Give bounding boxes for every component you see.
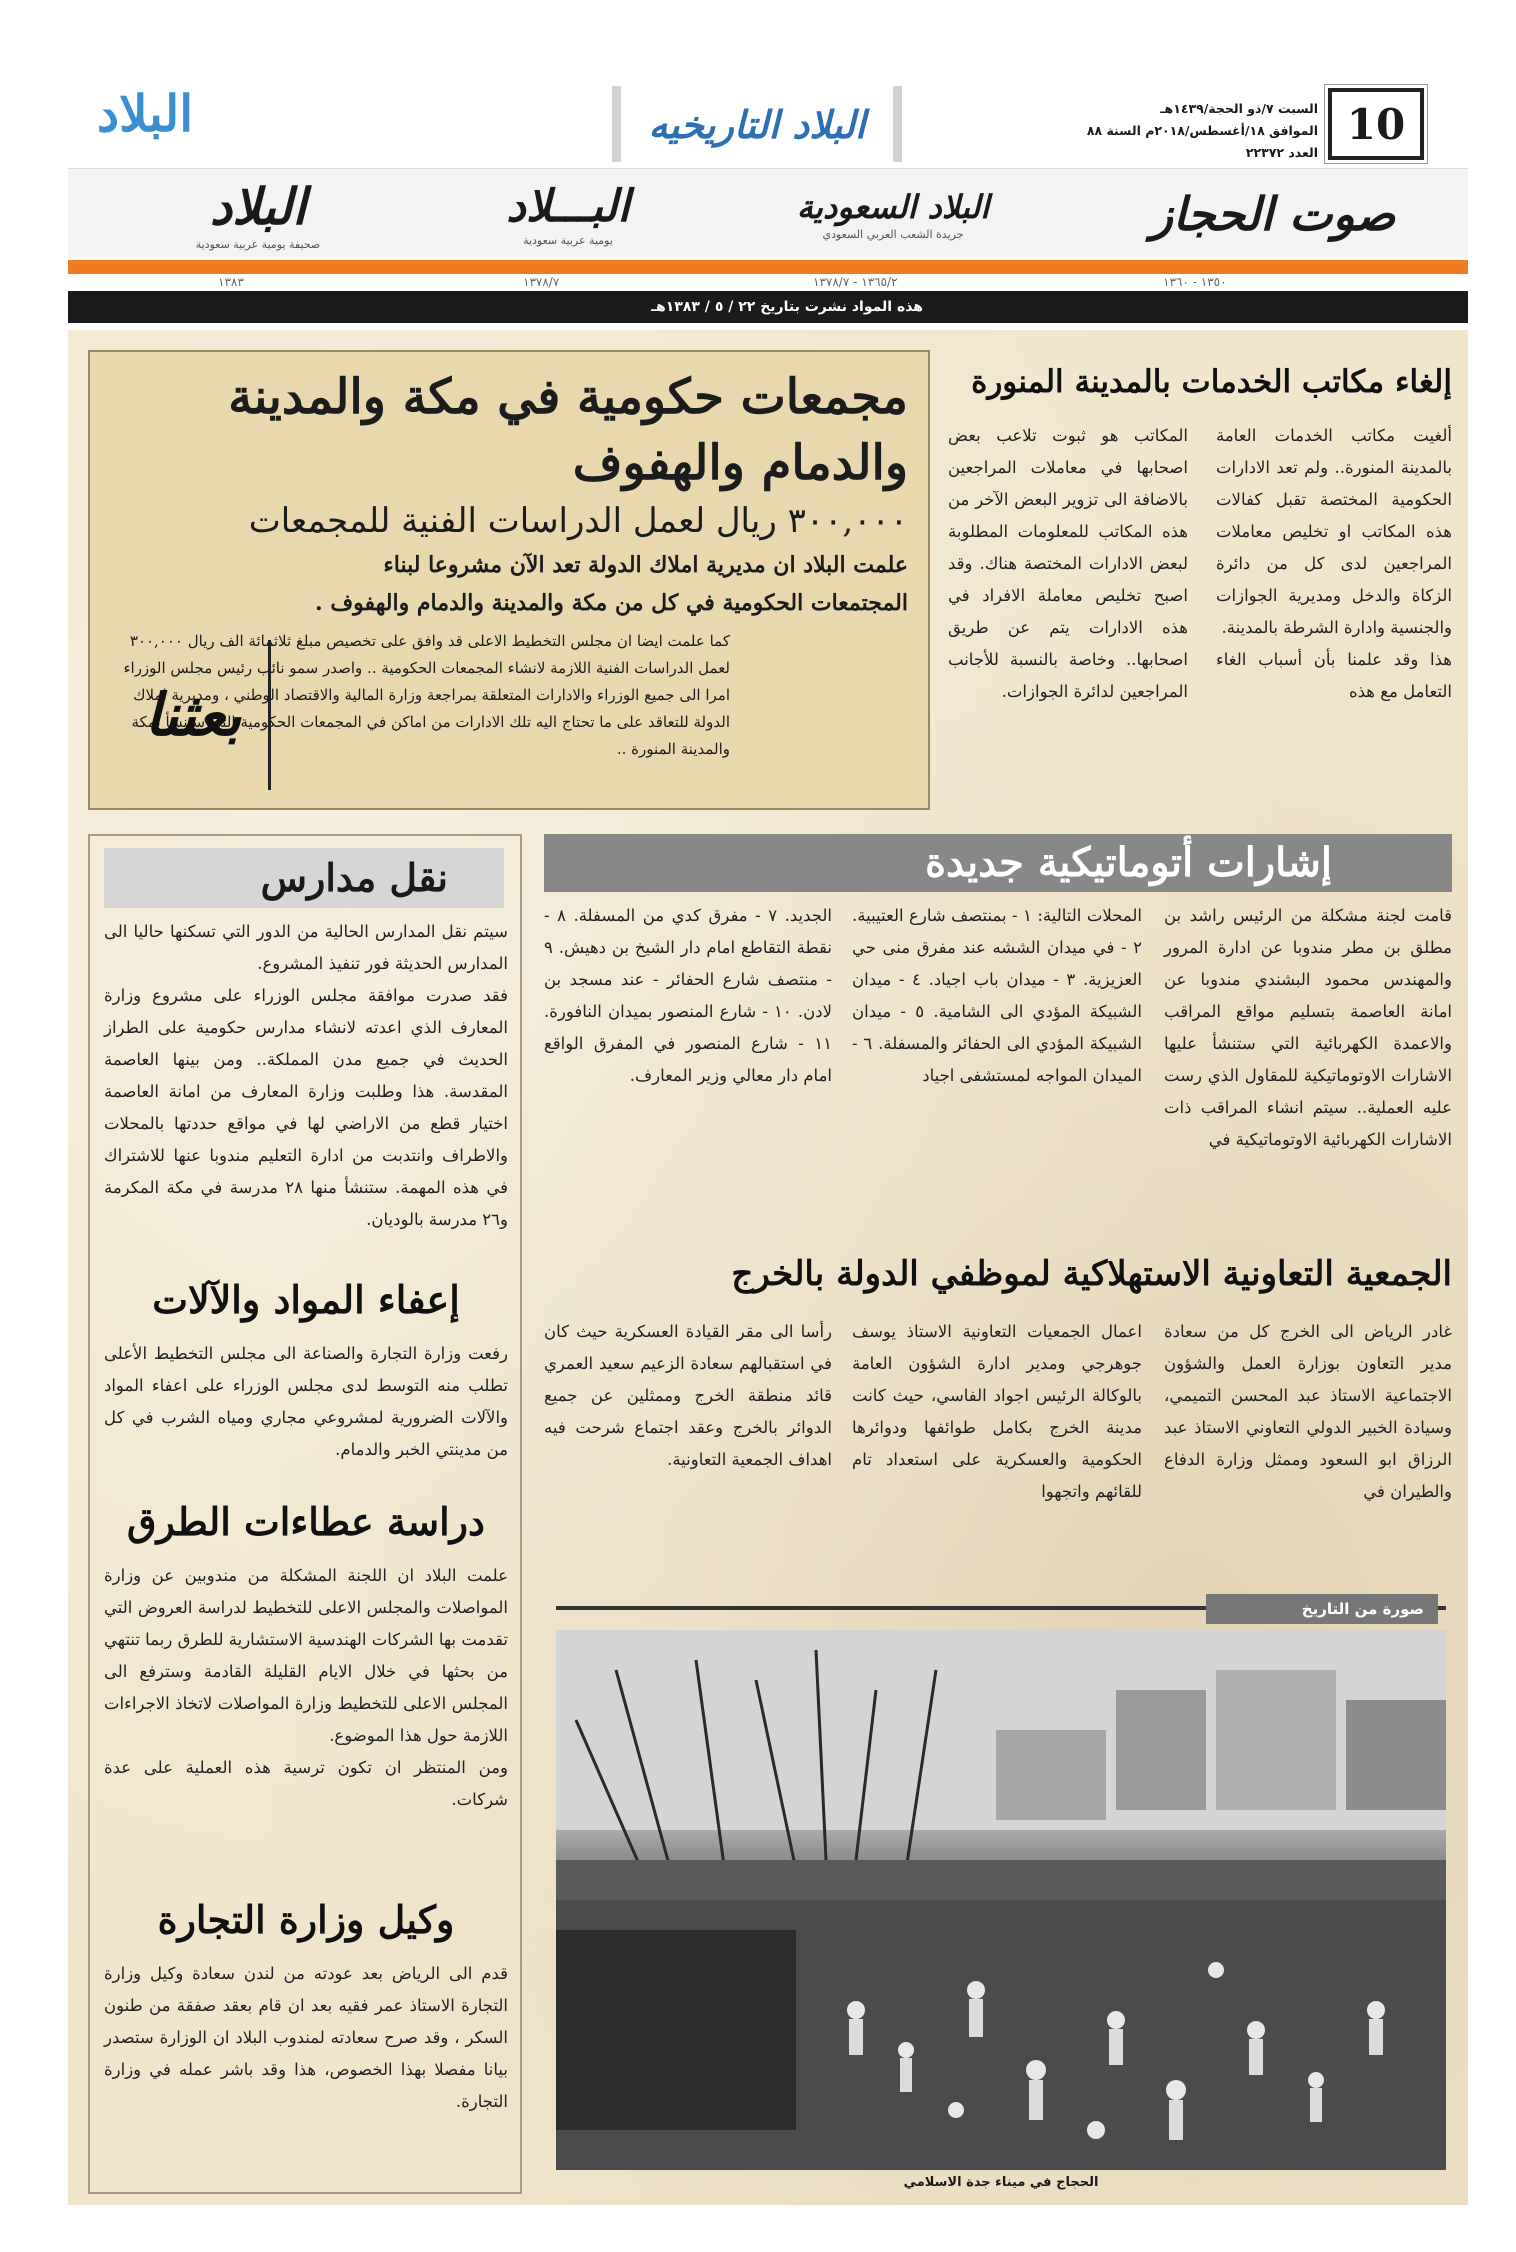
date-line-hijri: السبت ٧/ذو الحجة/١٤٣٩هـ [1160,101,1318,116]
roads-body: علمت البلاد ان اللجنة المشكلة من مندوبين عن وزارة المواصلات والمجلس الاعلى للتخطيط لدراسة العروض التي تقدمت بها الشركات الهندسية الاستشارية للطرق ربما تنتهي من بحثها في خلال الايام القليلة القادمة وسترفع الى المجلس الاعلى للتخطيط وزارة المواصلات لاتخاذ الاجراءات اللازمة حول هذا الموضوع. ومن المنتظر ان تكون ترسية هذه العملية على عدة شركات. [104,1566,508,1809]
cancel-offices-col-1: ألغيت مكاتب الخدمات العامة بالمدينة المنورة.. ولم تعد الادارات الحكومية المختصة تقبل كفالات هذه المكاتب او تخليص معاملات المراجعين لدى كل من دائرة الزكاة والدخل ومديرية الجوازات والجنسية وادارة الشرطة بالمدينة. هذا وقد علمنا بأن أسباب الغاء التعامل مع هذه [1216,426,1452,701]
clipping-lead-2: المجتمعات الحكومية في كل من مكة والمدينة والدمام والهفوف . [315,590,908,616]
photo-caption: الحجاج في ميناء جدة الاسلامي [903,2175,1099,2190]
issue-date [1060,98,1318,164]
photo-illustration [556,1630,1446,2170]
clipping-subhead: ٣٠٠,٠٠٠ ريال لعمل الدراسات الفنية للمجمعات [248,501,908,541]
years-albilad-1383: ١٣٨٣ [218,275,244,289]
exemption-headline: إعفاء المواد والآلات [152,1277,460,1322]
kharj-col-1: غادر الرياض الى الخرج كل من سعادة مدير التعاون بوزارة العمل والشؤون الاجتماعية الاستاذ عبد المحسن التميمي، وسيادة الخبير الدولي التعاوني الاستاذ عبد الرزاق ابو السعود وممثل وزارة الدفاع والطيران في [1164,1322,1452,1501]
masthead-albilad-1378: البـــلاد يومية عربية سعودية [506,181,630,247]
historical-mastheads [68,168,1468,258]
years-albilad-1378: ١٣٧٨/٧ [523,275,560,289]
masthead-albilad-1383: البلاد صحيفة يومية عربية سعودية [195,177,321,251]
years-albilad-alsaudia: ١٣٦٥/٢ - ١٣٧٨/٧ [813,275,898,289]
years-sawt-alhijaz: ١٣٥٠ - ١٣٦٠ [1163,275,1227,289]
commerce-body: قدم الى الرياض بعد عودته من لندن سعادة وكيل وزارة التجارة الاستاذ عمر فقيه بعد ان قام بعقد صفقة من طنون السكر ، وقد صرح سعادته لمندوب البلاد ان الوزارة ستصدر بيانا مفصلا بهذا الخصوص، هذا وقد باشر عمله في وزارة التجارة. [104,1964,508,2111]
masthead-albilad-alsaudia: البلاد السعودية جريدة الشعب العربي السعودي [796,187,990,241]
publication-notice: هذه المواد نشرت بتاريخ ٢٢ / ٥ / ١٣٨٣هـ [68,291,1468,323]
clipping-lead-1: علمت البلاد ان مديرية املاك الدولة تعد الآن مشروعا لبناء [383,552,908,578]
cancel-offices-col-2: المكاتب هو ثبوت تلاعب بعض اصحابها في معاملات المراجعين بالاضافة الى تزوير البعض الآخر من هذه المكاتب للمعلومات المطلوبة لبعض الادارات المختصة هناك. وقد اصبح تخليص معاملة الافراد في هذه الادارات يتم عن طريق اصحابها.. وخاصة بالنسبة للأجانب المراجعين لدائرة الجوازات. [948,426,1188,701]
masthead-sawt-alhijaz: صوت الحجاز [1150,187,1396,241]
newspaper-clipping [88,350,930,810]
schools-body: سيتم نقل المدارس الحالية من الدور التي تسكنها حاليا الى المدارس الحديثة فور تنفيذ المشروع. فقد صدرت موافقة مجلس الوزراء على مشروع وزارة المعارف الذي اعدته لانشاء مدارس حكومية على الطراز الحديث في جميع مدن المملكة.. ومن بينها العاصمة المقدسة. هذا وطلبت وزارة المعارف من امانة العاصمة اختيار قطع من الاراضي لها في مواقع حددتها بالمحلات والاطراف وانتدبت من ادارة التعليم مندوبا عنها للاشتراك في هذه المهمة. ستنشأ منها ٢٨ مدرسة في مكة المكرمة و٢٦ مدرسة بالوديان. [104,922,508,1229]
signals-headline: إشارات أتوماتيكية جديدة [544,834,1452,892]
clipping-stamp: بعثنا [118,640,271,790]
schools-headline: نقل مدارس [104,848,504,908]
kharj-col-3: رأسا الى مقر القيادة العسكرية حيث كان في استقبالهم سعادة الزعيم سعيد العمري قائد منطقة الخرج وممثلين عن جميع الدوائر بالخرج وعقد اجتماع شرحت فيه اهداف الجمعية التعاونية. [544,1322,832,1469]
masthead-years [68,275,1468,291]
kharj-col-2: اعمال الجمعيات التعاونية الاستاذ يوسف جوهرجي ومدير ادارة الشؤون العامة بالوكالة الرئيس اجواد الفاسي، حيث كانت مدينة الخرج بكامل طوائفها ودوائرها الحكومية والعسكرية على استعداد تام للقائهم واتجهوا [852,1322,1142,1501]
clipping-body: كما علمت ايضا ان مجلس التخطيط الاعلى قد وافق على تخصيص مبلغ ثلاثمائة الف ريال ٣٠٠,٠٠٠ لعمل الدراسات الفنية اللازمة لانشاء المجمعات الحكومية .. واصدر سمو نائب رئيس مجلس الوزراء امرا الى جميع الوزراء والادارات المتعلقة بمراجعة وزارة المالية والاقتصاد الوطني ، ومديرية املاك الدولة للتعاقد على ما تحتاج اليه تلك الادارات من اماكن في المجمعات الحكومية التي ستنشأ بمكة والمدينة المنورة .. [123,632,730,758]
kharj-headline: الجمعية التعاونية الاستهلاكية لموظفي الدولة بالخرج [731,1254,1452,1294]
signals-col-3: الجديد. ٧ - مفرق كدي من المسفلة. ٨ - نقطة التقاطع امام دار الشيخ بن دهيش. ٩ - منتصف شارع الحفائر - عند مسجد بن لادن. ١٠ - شارع المنصور بميدان النافورة. ١١ - شارع المنصور في المفرق الواقع امام دار معالي وزير المعارف. [544,906,832,1085]
photo-section-tag: صورة من التاريخ [1206,1594,1438,1624]
clipping-headline: مجمعات حكومية في مكة والمدينة والدمام والهفوف [228,369,908,491]
cancel-offices-headline: إلغاء مكاتب الخدمات بالمدينة المنورة [971,364,1452,400]
signals-col-2: المحلات التالية: ١ - بمنتصف شارع العتيبية. ٢ - في ميدان الششه عند مفرق منى حي العزيزية. ٣ - ميدان باب اجياد. ٤ - ميدان الشبيكة المؤدي الى الشامية. ٥ - ميدان الشبيكة المؤدي الى الحفائر والمسفلة. ٦ - الميدان المواجه لمستشفى اجياد [852,906,1143,1085]
roads-headline: دراسة عطاءات الطرق [127,1499,485,1544]
exemption-body: رفعت وزارة التجارة والصناعة الى مجلس التخطيط الأعلى تطلب منه التوسط لدى مجلس الوزراء على اعفاء المواد والآلات الضرورية لمشروعي مجاري ومياه الشرب في كل من مدينتي الخبر والدمام. [104,1344,508,1459]
page-number: 10 [1328,88,1424,160]
orange-divider [68,260,1468,274]
brand-logo: البلاد [96,84,194,143]
history-section-logo: البلاد التاريخيه [612,86,902,162]
date-line-gregorian: الموافق ١٨/أغسطس/٢٠١٨م السنة ٨٨ العدد ٢٢٣٧٢ [1086,123,1318,160]
historical-photo-jeddah-port [556,1630,1446,2170]
commerce-headline: وكيل وزارة التجارة [157,1897,455,1942]
signals-col-1: قامت لجنة مشكلة من الرئيس راشد بن مطلق بن مطر مندوبا عن ادارة المرور والمهندس محمود البشندي مندوبا عن امانة العاصمة بتسليم مواقع المراقب والاعمدة الكهربائية التي ستنشأ عليها الاشارات الاوتوماتيكية للمقاول الذي رست عليه العملية.. سيتم انشاء المراقب ذات الاشارات الكهربائية الاوتوماتيكية في [1164,906,1452,1149]
